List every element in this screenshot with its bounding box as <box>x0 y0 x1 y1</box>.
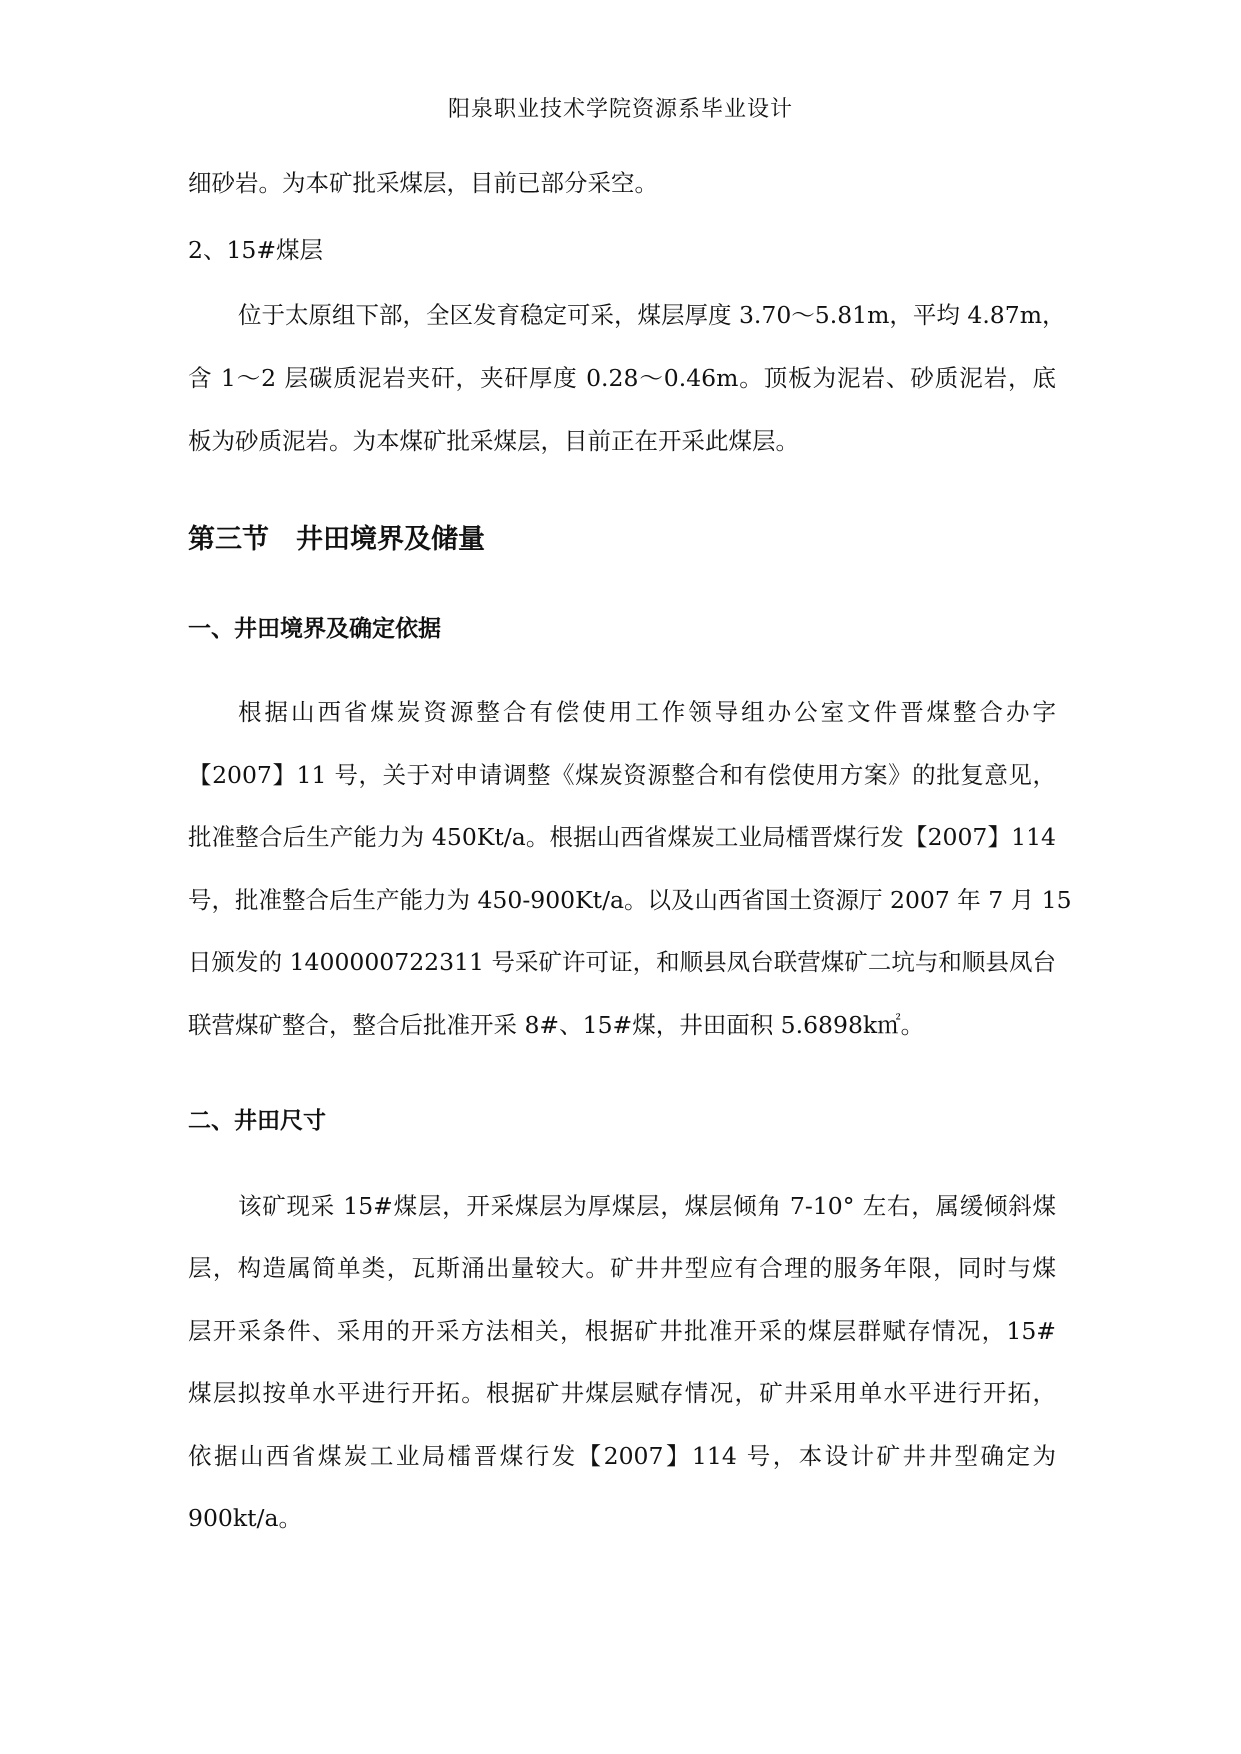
section-heading: 第三节 井田境界及储量 <box>188 524 485 555</box>
paragraph-line: 细砂岩。为本矿批采煤层，目前已部分采空。 <box>188 169 658 197</box>
paragraph-line: 板为砂质泥岩。为本煤矿批采煤层，目前正在开采此煤层。 <box>188 427 799 455</box>
paragraph-line: 层开采条件、采用的开采方法相关，根据矿井批准开采的煤层群赋存情况，15# <box>188 1317 1056 1345</box>
paragraph-line: 批准整合后生产能力为 450Kt/a。根据山西省煤炭工业局檑晋煤行发【2007】114 <box>188 823 1056 851</box>
paragraph-line: 层，构造属简单类，瓦斯涌出量较大。矿井井型应有合理的服务年限，同时与煤 <box>188 1254 1056 1282</box>
paragraph-line: 煤层拟按单水平进行开拓。根据矿井煤层赋存情况，矿井采用单水平进行开拓， <box>188 1379 1056 1407</box>
paragraph-line: 联营煤矿整合，整合后批准开采 8#、15#煤，井田面积 5.6898k㎡。 <box>188 1011 925 1039</box>
paragraph-line: 900kt/a。 <box>188 1504 302 1532</box>
paragraph-line: 依据山西省煤炭工业局檑晋煤行发【2007】114 号，本设计矿井井型确定为 <box>188 1442 1056 1470</box>
paragraph-line: 【2007】11 号，关于对申请调整《煤炭资源整合和有偿使用方案》的批复意见， <box>188 761 1056 789</box>
page-header: 阳泉职业技术学院资源系毕业设计 <box>447 97 793 122</box>
list-item-label: 2、15#煤层 <box>188 236 324 264</box>
paragraph-line: 位于太原组下部，全区发育稳定可采，煤层厚度 3.70～5.81m，平均 4.87m， <box>238 301 1066 329</box>
subsection-heading: 一、井田境界及确定依据 <box>188 616 441 642</box>
paragraph-line: 含 1～2 层碳质泥岩夹矸，夹矸厚度 0.28～0.46m。顶板为泥岩、砂质泥岩，底 <box>188 364 1056 392</box>
subsection-heading: 二、井田尺寸 <box>188 1108 326 1134</box>
paragraph-line: 该矿现采 15#煤层，开采煤层为厚煤层，煤层倾角 7-10° 左右，属缓倾斜煤 <box>238 1192 1056 1220</box>
paragraph-line: 根据山西省煤炭资源整合有偿使用工作领导组办公室文件晋煤整合办字 <box>238 698 1056 726</box>
paragraph-line: 号，批准整合后生产能力为 450-900Kt/a。以及山西省国土资源厅 2007 年 7 月 15 <box>188 886 1072 914</box>
paragraph-line: 日颁发的 1400000722311 号采矿许可证，和顺县凤台联营煤矿二坑与和顺县凤台 <box>188 948 1056 976</box>
